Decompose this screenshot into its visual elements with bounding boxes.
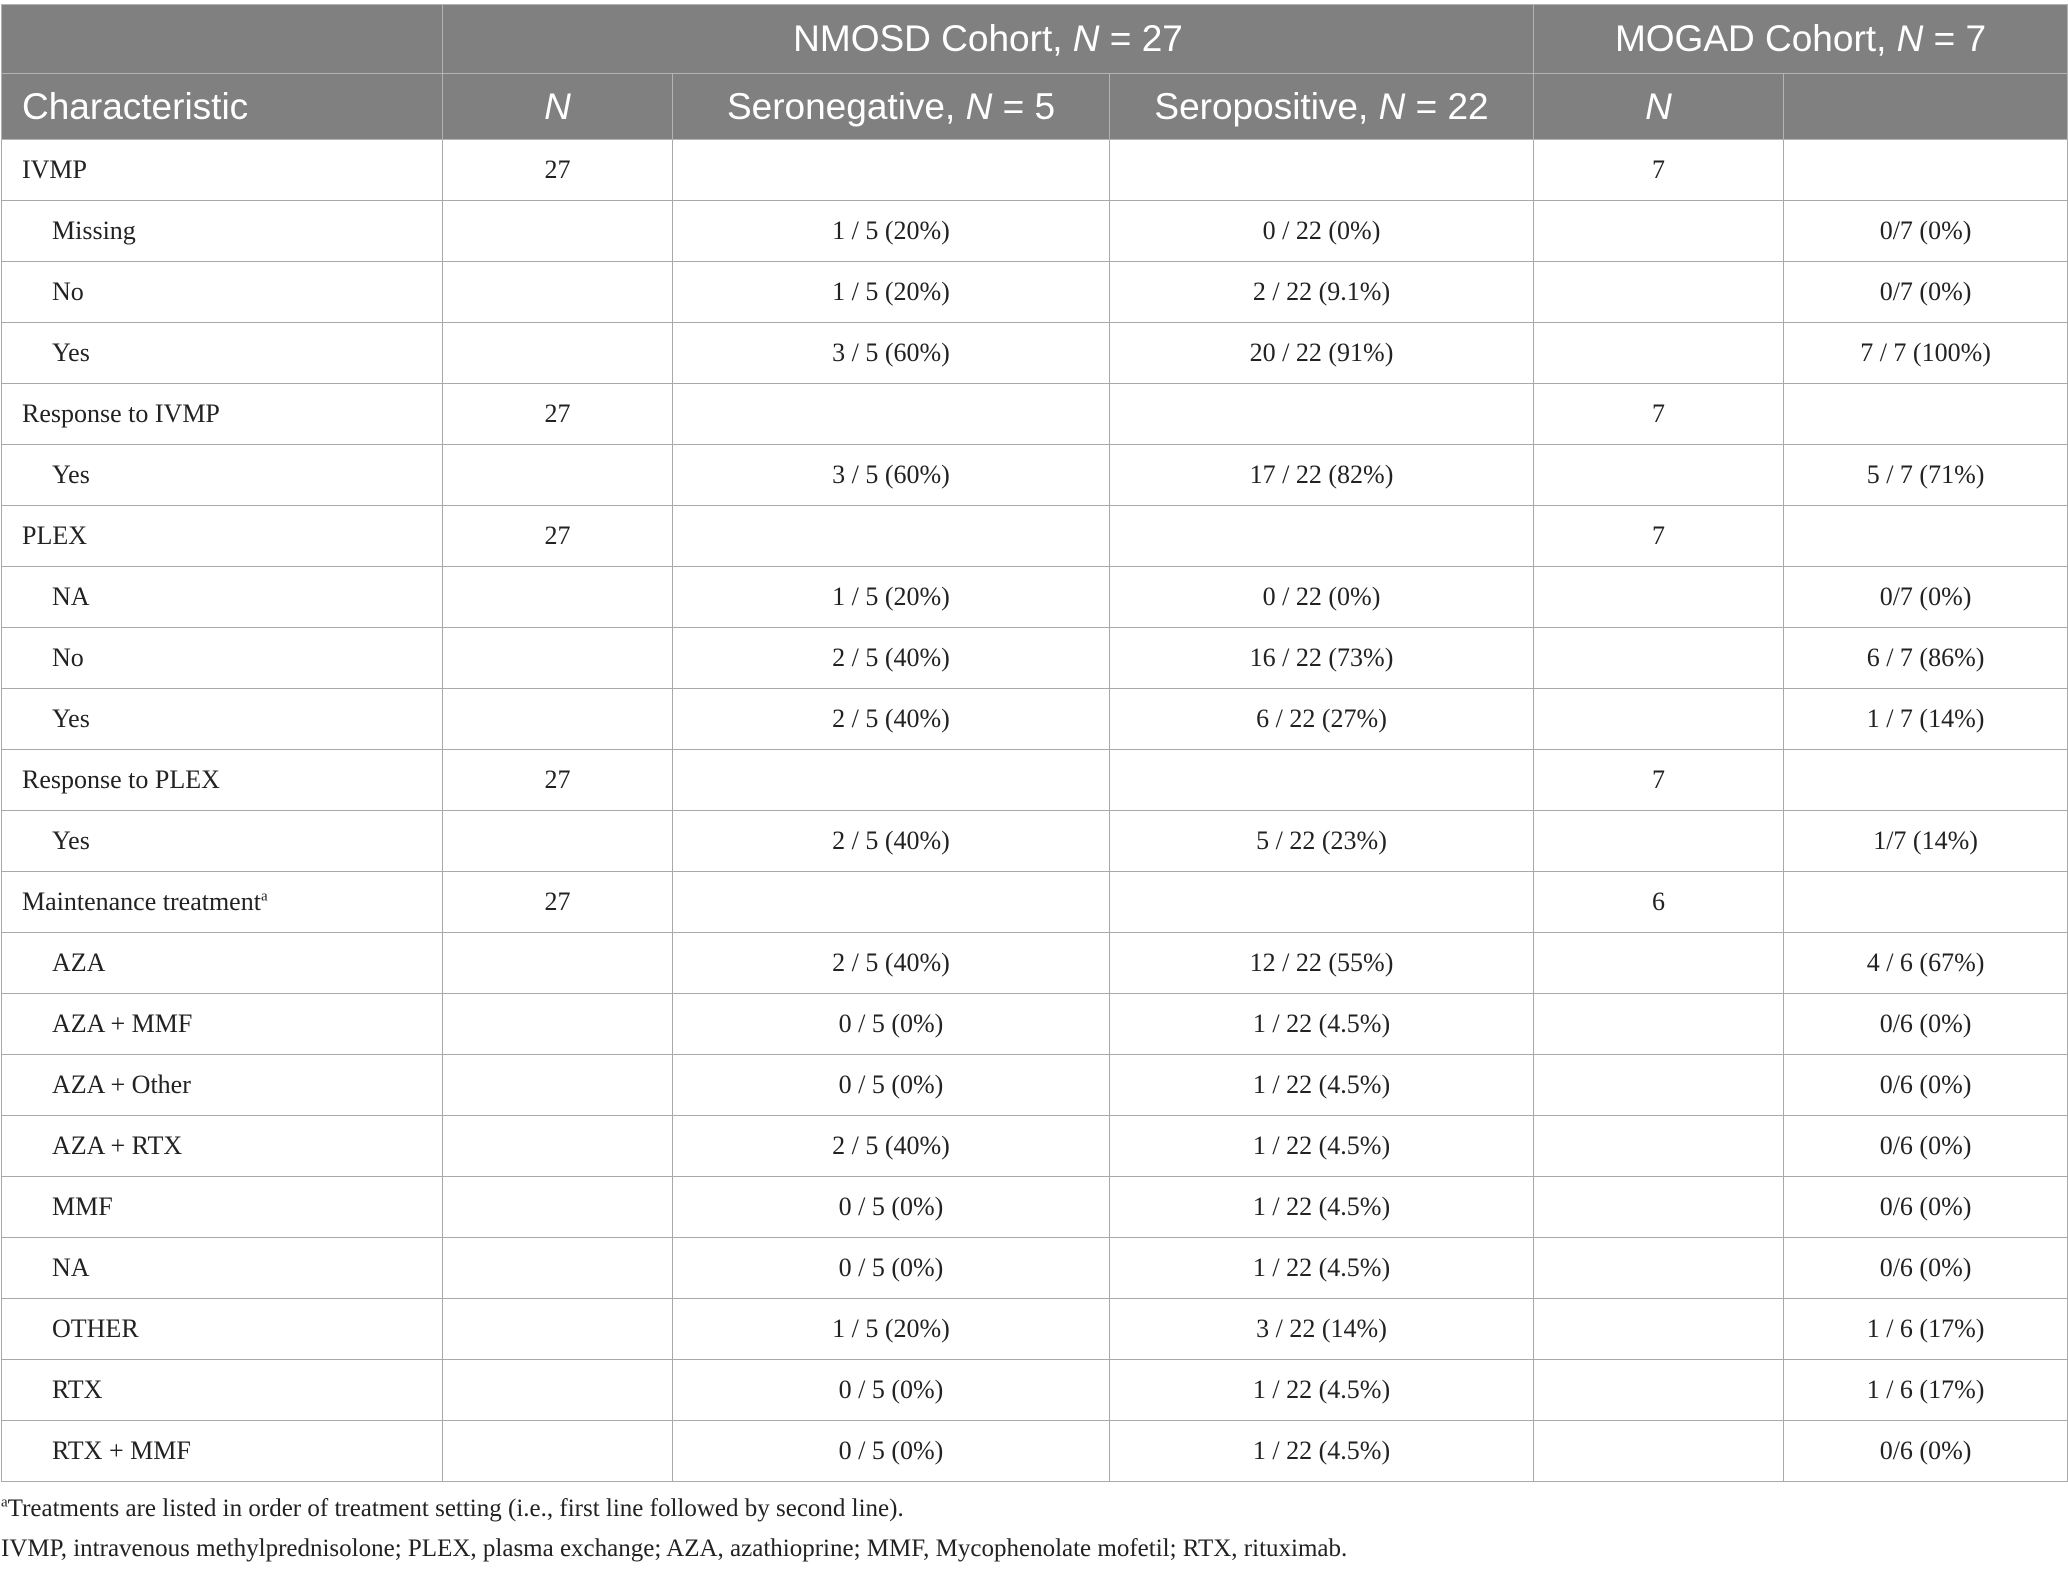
mogad-n-cell	[1534, 628, 1784, 689]
seropositive-cell: 5 / 22 (23%)	[1110, 811, 1534, 872]
characteristic-cell	[2, 628, 443, 689]
characteristic-cell	[2, 1299, 443, 1360]
nmosd-n-cell	[443, 1116, 673, 1177]
characteristic-header: Characteristic	[2, 74, 443, 140]
table-row	[2, 628, 2068, 689]
header-row-group	[2, 5, 2068, 74]
table-row	[2, 201, 2068, 262]
mogad-value-cell: 6 / 7 (86%)	[1784, 628, 2068, 689]
mogad-n-cell	[1534, 1116, 1784, 1177]
characteristic-label: AZA + RTX	[52, 1131, 183, 1160]
seropositive-cell	[1110, 506, 1534, 567]
table-row	[2, 445, 2068, 506]
characteristic-label: Maintenance treatment	[22, 887, 261, 916]
mogad-value-cell	[1784, 384, 2068, 445]
characteristic-cell	[2, 445, 443, 506]
characteristic-cell	[2, 567, 443, 628]
seronegative-cell: 0 / 5 (0%)	[673, 1177, 1110, 1238]
nmosd-n-cell: 27	[443, 384, 673, 445]
mogad-value-cell: 0/6 (0%)	[1784, 994, 2068, 1055]
mogad-value-cell: 0/6 (0%)	[1784, 1177, 2068, 1238]
characteristic-cell	[2, 933, 443, 994]
table-row	[2, 872, 2068, 933]
mogad-value-cell: 0/6 (0%)	[1784, 1116, 2068, 1177]
seropositive-cell	[1110, 750, 1534, 811]
characteristic-cell	[2, 140, 443, 201]
seropositive-cell: 17 / 22 (82%)	[1110, 445, 1534, 506]
characteristic-label: AZA	[52, 948, 106, 977]
seronegative-cell: 1 / 5 (20%)	[673, 1299, 1110, 1360]
table-row	[2, 1238, 2068, 1299]
nmosd-n-cell	[443, 933, 673, 994]
characteristic-label: AZA + MMF	[52, 1009, 193, 1038]
characteristic-label: No	[52, 277, 84, 306]
seropositive-cell: 1 / 22 (4.5%)	[1110, 1055, 1534, 1116]
seronegative-cell: 3 / 5 (60%)	[673, 445, 1110, 506]
characteristic-cell	[2, 750, 443, 811]
seropositive-cell: 6 / 22 (27%)	[1110, 689, 1534, 750]
table-row	[2, 933, 2068, 994]
seronegative-cell: 0 / 5 (0%)	[673, 1360, 1110, 1421]
seropositive-cell: 3 / 22 (14%)	[1110, 1299, 1534, 1360]
mogad-value-cell: 1 / 6 (17%)	[1784, 1299, 2068, 1360]
characteristic-cell	[2, 262, 443, 323]
table-row	[2, 1177, 2068, 1238]
table-row	[2, 811, 2068, 872]
seronegative-cell: 2 / 5 (40%)	[673, 689, 1110, 750]
mogad-n-cell	[1534, 1177, 1784, 1238]
mogad-value-cell	[1784, 872, 2068, 933]
table-row	[2, 140, 2068, 201]
seronegative-cell: 2 / 5 (40%)	[673, 933, 1110, 994]
seronegative-cell	[673, 140, 1110, 201]
mogad-n-cell	[1534, 262, 1784, 323]
characteristic-cell	[2, 1238, 443, 1299]
mogad-n-cell: 7	[1534, 750, 1784, 811]
characteristic-cell	[2, 811, 443, 872]
mogad-cohort-header: MOGAD Cohort, N = 7	[1534, 5, 2068, 74]
characteristic-cell	[2, 323, 443, 384]
seronegative-cell: 1 / 5 (20%)	[673, 201, 1110, 262]
footnotes	[1, 1494, 2068, 1564]
seronegative-cell: 0 / 5 (0%)	[673, 1421, 1110, 1482]
seropositive-cell	[1110, 140, 1534, 201]
table-row	[2, 1360, 2068, 1421]
nmosd-n-cell	[443, 689, 673, 750]
mogad-value-cell: 1 / 6 (17%)	[1784, 1360, 2068, 1421]
characteristic-label: Yes	[52, 826, 90, 855]
seronegative-cell	[673, 506, 1110, 567]
characteristic-label: Yes	[52, 338, 90, 367]
mogad-value-cell: 0/6 (0%)	[1784, 1238, 2068, 1299]
nmosd-n-cell	[443, 1360, 673, 1421]
nmosd-n-cell	[443, 445, 673, 506]
table-row	[2, 1299, 2068, 1360]
seropositive-cell: 1 / 22 (4.5%)	[1110, 1116, 1534, 1177]
characteristic-label: Response to PLEX	[22, 765, 220, 794]
table-row	[2, 1421, 2068, 1482]
characteristic-label: NA	[52, 1253, 90, 1282]
characteristic-label: AZA + Other	[52, 1070, 191, 1099]
mogad-n-cell: 7	[1534, 506, 1784, 567]
seropositive-cell	[1110, 872, 1534, 933]
mogad-n-cell	[1534, 689, 1784, 750]
seronegative-cell	[673, 750, 1110, 811]
mogad-n-cell	[1534, 994, 1784, 1055]
characteristic-cell	[2, 872, 443, 933]
nmosd-n-cell	[443, 262, 673, 323]
table-row	[2, 1116, 2068, 1177]
seronegative-cell: 0 / 5 (0%)	[673, 1238, 1110, 1299]
nmosd-n-header: N	[443, 74, 673, 140]
characteristic-label: Yes	[52, 704, 90, 733]
seropositive-cell	[1110, 384, 1534, 445]
mogad-n-cell	[1534, 323, 1784, 384]
mogad-value-cell: 1 / 7 (14%)	[1784, 689, 2068, 750]
seropositive-header: Seropositive, N = 22	[1110, 74, 1534, 140]
mogad-value-cell: 0/7 (0%)	[1784, 262, 2068, 323]
characteristic-label: PLEX	[22, 521, 87, 550]
mogad-n-cell	[1534, 811, 1784, 872]
characteristic-label: RTX	[52, 1375, 103, 1404]
characteristic-cell	[2, 994, 443, 1055]
mogad-value-cell: 5 / 7 (71%)	[1784, 445, 2068, 506]
footnote-abbreviations: IVMP, intravenous methylprednisolone; PLEX, plasma exchange; AZA, azathioprine; MMF, Mycophenolate mofetil; RTX, rituximab.	[1, 1535, 1348, 1562]
nmosd-n-cell: 27	[443, 140, 673, 201]
nmosd-n-cell	[443, 628, 673, 689]
footnote-a: $^a$Treatments are listed in order of treatment setting (i.e., first line followed by second line).	[1, 1494, 904, 1522]
characteristic-label: OTHER	[52, 1314, 139, 1343]
seropositive-cell: 12 / 22 (55%)	[1110, 933, 1534, 994]
characteristic-label: NA	[52, 582, 90, 611]
seropositive-cell: 0 / 22 (0%)	[1110, 201, 1534, 262]
mogad-value-cell: 1/7 (14%)	[1784, 811, 2068, 872]
mogad-value-cell: 7 / 7 (100%)	[1784, 323, 2068, 384]
mogad-value-cell	[1784, 140, 2068, 201]
characteristic-cell	[2, 1360, 443, 1421]
nmosd-n-cell: 27	[443, 506, 673, 567]
mogad-value-cell: 4 / 6 (67%)	[1784, 933, 2068, 994]
nmosd-n-cell	[443, 811, 673, 872]
seronegative-cell: 3 / 5 (60%)	[673, 323, 1110, 384]
nmosd-n-cell	[443, 567, 673, 628]
table-row	[2, 567, 2068, 628]
characteristic-cell	[2, 1116, 443, 1177]
mogad-n-cell	[1534, 567, 1784, 628]
mogad-value-cell	[1784, 506, 2068, 567]
nmosd-n-cell	[443, 1055, 673, 1116]
mogad-n-cell	[1534, 1055, 1784, 1116]
seropositive-cell: 1 / 22 (4.5%)	[1110, 1360, 1534, 1421]
seronegative-cell: 2 / 5 (40%)	[673, 811, 1110, 872]
mogad-n-cell	[1534, 1360, 1784, 1421]
treatment-table	[1, 4, 2068, 1482]
seronegative-cell: 1 / 5 (20%)	[673, 262, 1110, 323]
table-row	[2, 689, 2068, 750]
mogad-value-cell: 0/7 (0%)	[1784, 567, 2068, 628]
mogad-value-cell: 0/7 (0%)	[1784, 201, 2068, 262]
mogad-n-cell	[1534, 933, 1784, 994]
nmosd-n-cell: 27	[443, 750, 673, 811]
nmosd-n-cell	[443, 1177, 673, 1238]
seronegative-cell: 2 / 5 (40%)	[673, 1116, 1110, 1177]
mogad-n-cell	[1534, 1299, 1784, 1360]
mogad-n-header: N	[1534, 74, 1784, 140]
seropositive-cell: 2 / 22 (9.1%)	[1110, 262, 1534, 323]
seropositive-cell: 16 / 22 (73%)	[1110, 628, 1534, 689]
table-row	[2, 262, 2068, 323]
mogad-n-cell: 6	[1534, 872, 1784, 933]
seropositive-cell: 20 / 22 (91%)	[1110, 323, 1534, 384]
mogad-n-cell	[1534, 1238, 1784, 1299]
mogad-value-cell	[1784, 750, 2068, 811]
characteristic-label: Response to IVMP	[22, 399, 220, 428]
characteristic-cell	[2, 1177, 443, 1238]
nmosd-n-cell	[443, 1299, 673, 1360]
nmosd-n-cell	[443, 1238, 673, 1299]
header-row-columns	[2, 74, 2068, 140]
characteristic-cell	[2, 689, 443, 750]
seronegative-cell	[673, 872, 1110, 933]
characteristic-label: IVMP	[22, 155, 88, 184]
characteristic-cell	[2, 506, 443, 567]
table-row	[2, 1055, 2068, 1116]
table-row	[2, 506, 2068, 567]
nmosd-cohort-header: NMOSD Cohort, N = 27	[443, 5, 1534, 74]
header-blank-cell	[2, 5, 443, 74]
seropositive-cell: 0 / 22 (0%)	[1110, 567, 1534, 628]
nmosd-n-cell	[443, 201, 673, 262]
seronegative-cell: 1 / 5 (20%)	[673, 567, 1110, 628]
nmosd-n-cell	[443, 323, 673, 384]
characteristic-label: Yes	[52, 460, 90, 489]
footnote-marker: a	[260, 888, 268, 905]
seropositive-cell: 1 / 22 (4.5%)	[1110, 994, 1534, 1055]
seronegative-cell: 0 / 5 (0%)	[673, 1055, 1110, 1116]
characteristic-cell	[2, 1055, 443, 1116]
nmosd-n-cell	[443, 994, 673, 1055]
characteristic-label: Missing	[52, 216, 136, 245]
seropositive-cell: 1 / 22 (4.5%)	[1110, 1421, 1534, 1482]
characteristic-cell	[2, 384, 443, 445]
nmosd-n-cell: 27	[443, 872, 673, 933]
seronegative-cell: 0 / 5 (0%)	[673, 994, 1110, 1055]
mogad-n-cell: 7	[1534, 384, 1784, 445]
seropositive-cell: 1 / 22 (4.5%)	[1110, 1177, 1534, 1238]
table-row	[2, 994, 2068, 1055]
mogad-value-header	[1784, 74, 2068, 140]
characteristic-label: No	[52, 643, 84, 672]
table-row	[2, 384, 2068, 445]
mogad-n-cell: 7	[1534, 140, 1784, 201]
table-body	[2, 140, 2068, 1482]
characteristic-label: RTX + MMF	[52, 1436, 191, 1465]
characteristic-cell	[2, 1421, 443, 1482]
characteristic-cell	[2, 201, 443, 262]
seronegative-cell	[673, 384, 1110, 445]
table-row	[2, 750, 2068, 811]
nmosd-n-cell	[443, 1421, 673, 1482]
seronegative-cell: 2 / 5 (40%)	[673, 628, 1110, 689]
table-row	[2, 323, 2068, 384]
mogad-value-cell: 0/6 (0%)	[1784, 1421, 2068, 1482]
seronegative-header: Seronegative, N = 5	[673, 74, 1110, 140]
mogad-n-cell	[1534, 445, 1784, 506]
table-container	[0, 4, 2068, 1574]
characteristic-label: MMF	[52, 1192, 113, 1221]
seropositive-cell: 1 / 22 (4.5%)	[1110, 1238, 1534, 1299]
mogad-n-cell	[1534, 201, 1784, 262]
mogad-n-cell	[1534, 1421, 1784, 1482]
mogad-value-cell: 0/6 (0%)	[1784, 1055, 2068, 1116]
